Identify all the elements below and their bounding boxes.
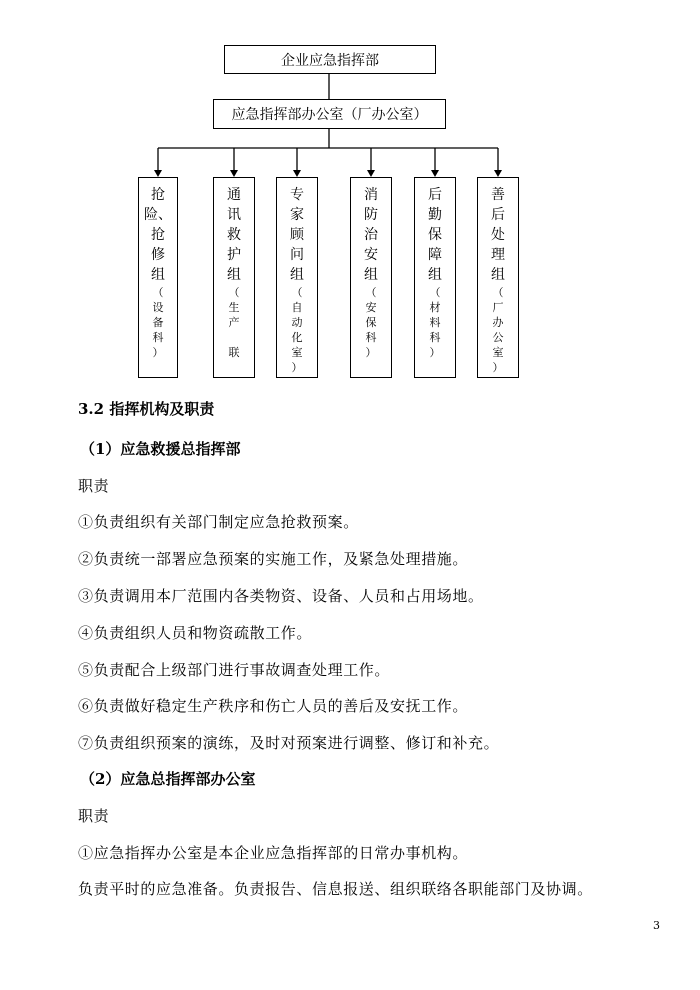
duty-label: 职责: [78, 477, 110, 495]
org-group-name: 善 后 处 理 组: [491, 187, 505, 283]
duty-item: 负责平时的应急准备。负责报告、信息报送、组织联络各职能部门及协调。: [78, 880, 593, 898]
page-number: 3: [653, 919, 660, 932]
org-group-box: [213, 177, 255, 378]
org-group-dept: （ 设 备 科 ）: [152, 286, 164, 359]
org-group-box: [276, 177, 318, 378]
duty-item: ②负责统一部署应急预案的实施工作，及紧急处理措施。: [78, 550, 469, 568]
duty-item: ④负责组织人员和物资疏散工作。: [78, 624, 313, 642]
org-group-dept: （ 安 保 科 ）: [365, 286, 377, 359]
section-title: 3.2 指挥机构及职责: [78, 400, 215, 418]
org-group-dept: （ 厂 办 公 室 ）: [492, 286, 504, 374]
org-group-box: [350, 177, 392, 378]
org-group-dept: （ 材 料 科 ）: [429, 286, 441, 359]
org-group-box: [477, 177, 519, 378]
org-group-name: 消 防 治 安 组: [364, 187, 378, 283]
org-group-box: [138, 177, 178, 378]
org-office-box: 应急指挥部办公室（厂办公室）: [213, 99, 446, 129]
org-group-box: [414, 177, 456, 378]
duty-item: ⑤负责配合上级部门进行事故调查处理工作。: [78, 661, 391, 679]
duty-item: ①负责组织有关部门制定应急抢救预案。: [78, 513, 359, 531]
duty-item: ⑥负责做好稳定生产秩序和伤亡人员的善后及安抚工作。: [78, 697, 469, 715]
duty-label: 职责: [78, 807, 110, 825]
org-top-box: 企业应急指挥部: [224, 45, 436, 74]
org-group-dept: （ 自 动 化 室 ）: [291, 286, 303, 374]
subsection-heading: （1）应急救援总指挥部: [80, 440, 241, 458]
duty-item: ③负责调用本厂范围内各类物资、设备、人员和占用场地。: [78, 587, 484, 605]
duty-item: ①应急指挥办公室是本企业应急指挥部的日常办事机构。: [78, 844, 469, 862]
org-group-dept: （ 生 产 联: [228, 286, 240, 359]
org-group-name: 专 家 顾 问 组: [290, 187, 304, 283]
subsection-heading: （2）应急总指挥部办公室: [80, 770, 256, 788]
org-group-name: 后 勤 保 障 组: [428, 187, 442, 283]
duty-item: ⑦负责组织预案的演练，及时对预案进行调整、修订和补充。: [78, 734, 500, 752]
org-group-name: 通 讯 救 护 组: [227, 187, 241, 283]
org-group-name: 抢 险、 抢 修 组: [144, 187, 172, 283]
